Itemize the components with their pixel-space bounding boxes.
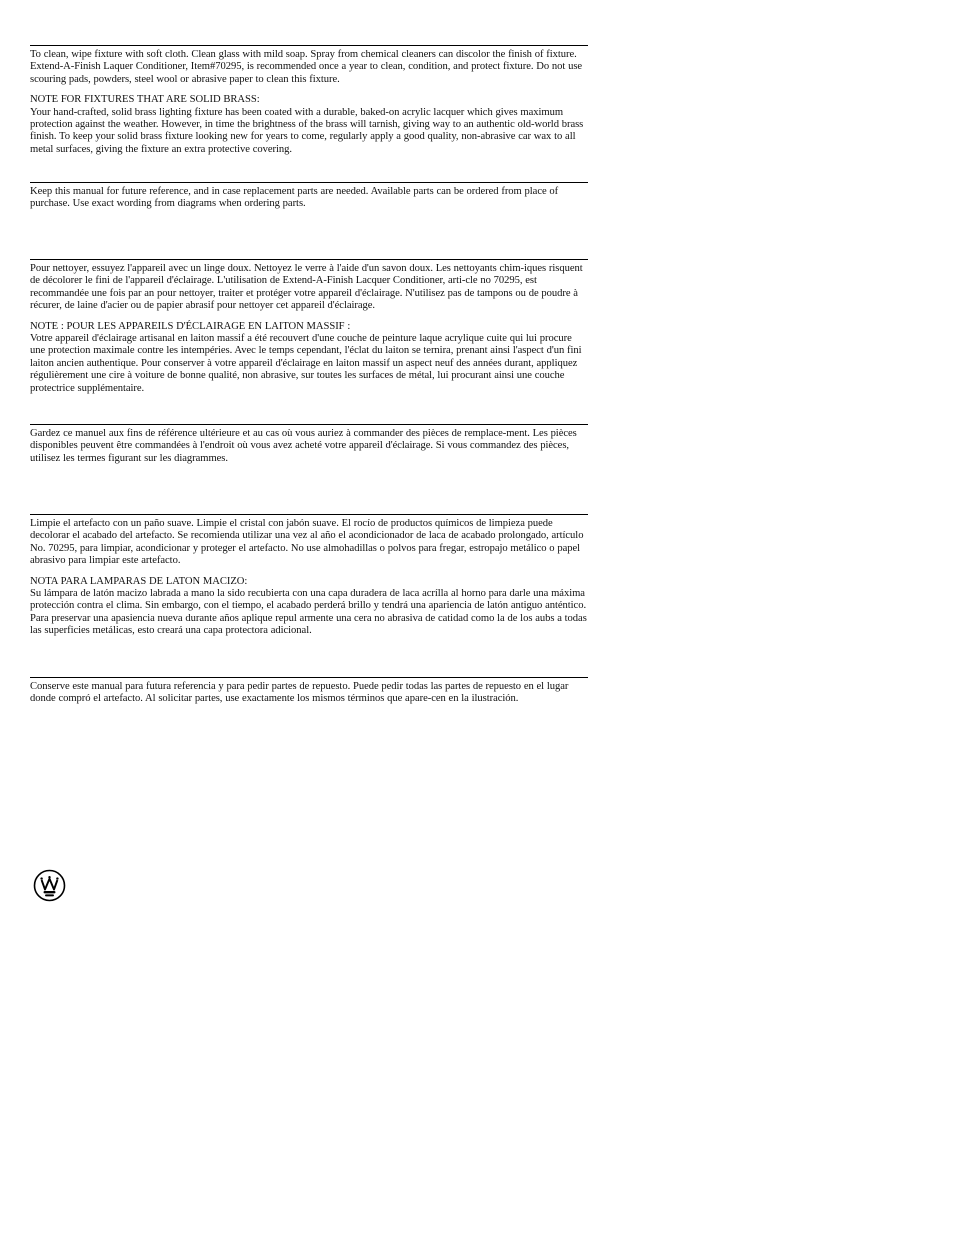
westinghouse-logo-icon bbox=[33, 869, 66, 902]
logo-dot-right bbox=[56, 877, 58, 879]
english-manual-section bbox=[30, 182, 588, 211]
french-note-body: Votre appareil d'éclairage artisanal en laiton massif a été recouvert d'une couche de peinture laque acrylique cuite qui lui procure une protection maximale contre les intempéries. Avec le temps cependant, l'éclat du laiton se ternira, prenant ainsi l'aspect d'un fini laiton ancien authentique. Pour conserver à votre appareil d'éclairage en laiton massif un aspect neuf des années durant, appliquez régulièrement une cire à voiture de bonne qualité, non abrasive, sur toutes les surfaces de métal, lui procurant ainsi une couche protectrice supplémentaire. bbox=[30, 333, 582, 394]
logo-bar-lower bbox=[45, 894, 54, 896]
french-manual-section bbox=[30, 424, 588, 465]
logo-dot-left bbox=[40, 877, 42, 879]
spanish-note-body: Su lámpara de latón macizo labrada a mano la sido recubierta con una capa duradera de laca acrílla al horno para darle una máxima protección contra el clima. Sin embargo, con el tiempo, el acabado perderá brillo y tendrá una apariencia de latón antiguo anténtico. Para preservar una apasiencia nueva durante años aplique repul armente una cera no abrasiva de catidad como la de los aubs a todas las superficies metálicas, esto creará una capa protectora adicional. bbox=[30, 588, 587, 637]
spanish-note-heading: NOTA PARA LAMPARAS DE LATON MACIZO: bbox=[30, 575, 248, 587]
french-note-heading: NOTE : POUR LES APPAREILS D'ÉCLAIRAGE EN LAITON MASSIF : bbox=[30, 320, 351, 332]
spanish-care-text: Limpie el artefacto con un paño suave. Limpie el cristal con jabón suave. El rocío de productos químicos de limpieza puede decolorar el acabado del artefacto. Se recomienda utilizar una vez al año el acondicionador de laca de acabado prolongado, artículo No. 70295, para limpiar, acondicionar y proteger el artefacto. No use almohadillas o polvos para fregar, estropajo metálico o papel abrasivo para limpiar este artefacto. bbox=[30, 518, 584, 567]
english-care-text: To clean, wipe fixture with soft cloth. Clean glass with mild soap. Spray from chemical cleaners can discolor the finish of fixture. Extend-A-Finish Laquer Conditioner, Item#70295, is recommended once a year to clean, condition, and protect fixture. Do not use scouring pads, powders, steel wool or abrasive paper to clean this fixture. bbox=[30, 49, 583, 85]
english-note-heading: NOTE FOR FIXTURES THAT ARE SOLID BRASS: bbox=[30, 94, 260, 106]
french-care-text: Pour nettoyer, essuyez l'appareil avec un linge doux. Nettoyez le verre à l'aide d'un savon doux. Les nettoyants chim-iques risquent de décolorer le fini de l'appareil d'éclairage. L'utilisation de Extend-A-Finish Lacquer Conditioner, arti-cle no 70295, est recommandée une fois par an pour nettoyer, traiter et protéger votre appareil d'éclairage. N'utilisez pas de tampons ou de poudre à récurer, de laine d'acier ou de papier abrasif pour nettoyer cet appareil d'éclairage. bbox=[30, 263, 583, 312]
logo-bar-upper bbox=[44, 891, 56, 893]
westinghouse-logo-svg bbox=[33, 869, 66, 902]
spanish-manual-section bbox=[30, 677, 588, 706]
english-care-section bbox=[30, 45, 588, 156]
english-manual-text: Keep this manual for future reference, and in case replacement parts are needed. Available parts can be ordered from place of purchase. Use exact wording from diagrams when ordering parts. bbox=[30, 186, 559, 210]
french-manual-text: Gardez ce manuel aux fins de référence ultérieure et au cas où vous auriez à commander des pièces de remplace-ment. Les pièces disponibles peuvent être commandées à l'endroit où vous avez acheté votre appareil d'éclairage. Si vous commandez des pièces, utilisez les termes figurant sur les diagrammes. bbox=[30, 428, 577, 464]
french-care-section bbox=[30, 259, 588, 395]
spanish-care-section bbox=[30, 514, 588, 638]
english-note-body: Your hand-crafted, solid brass lighting fixture has been coated with a durable, baked-on acrylic lacquer which gives maximum protection against the weather. However, in time the brightness of the brass will tarnish, giving way to an authentic old-world brass finish. To keep your solid brass fixture looking new for years to come, regularly apply a good quality, non-abrasive car wax to all metal surfaces, giving the fixture an extra protective covering. bbox=[30, 106, 584, 155]
logo-w-mark bbox=[42, 879, 58, 890]
spanish-manual-text: Conserve este manual para futura referencia y para pedir partes de repuesto. Puede pedir todas las partes de repuesto en el lugar donde compró el artefacto. Al solicitar partes, use exactamente los mismos términos que apare-cen en la ilustración. bbox=[30, 681, 569, 705]
